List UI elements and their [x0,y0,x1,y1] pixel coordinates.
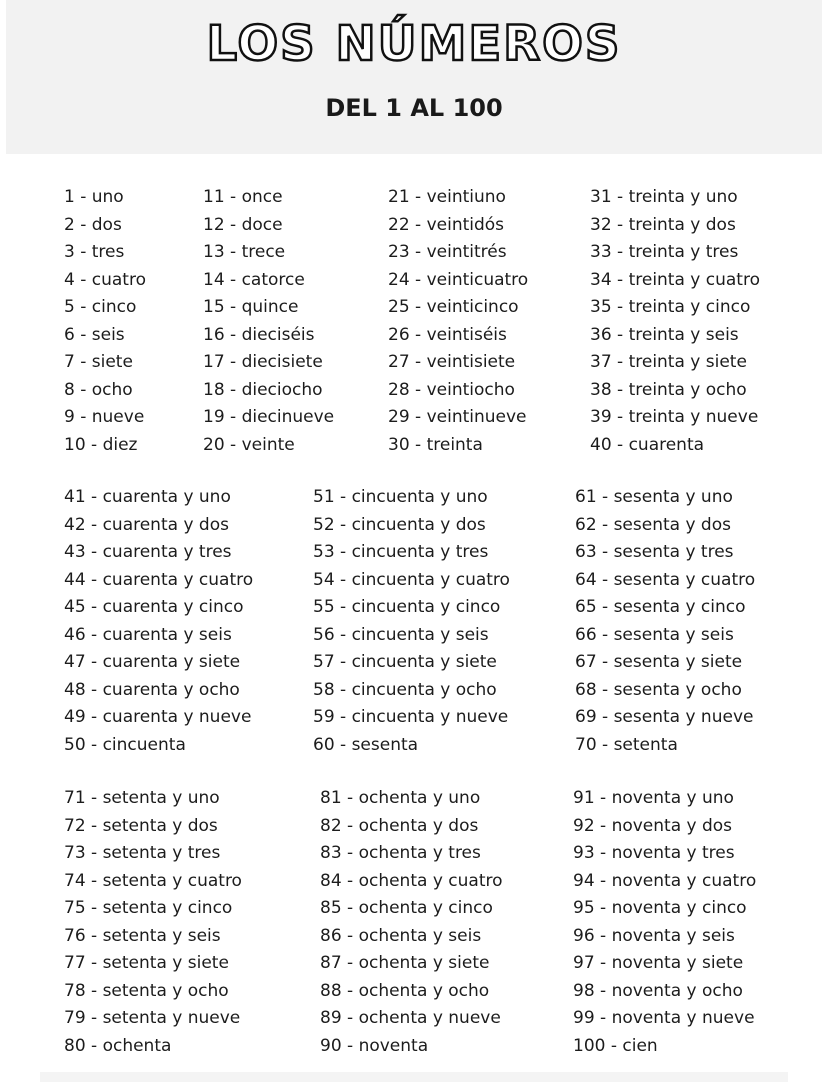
number-entry: 95 - noventa y cinco [573,898,747,919]
number-entry: 34 - treinta y cuatro [590,269,760,290]
number-entry: 29 - veintinueve [388,407,527,428]
number-entry: 56 - cincuenta y seis [313,624,489,645]
number-entry: 76 - setenta y seis [64,925,221,946]
number-entry: 50 - cincuenta [64,734,186,755]
number-entry: 1 - uno [64,187,124,207]
number-entry: 74 - setenta y cuatro [64,870,242,891]
number-entry: 19 - diecinueve [203,407,335,428]
number-entry: 25 - veinticinco [388,297,519,318]
number-entry: 17 - diecisiete [203,352,323,373]
number-entry: 43 - cuarenta y tres [64,542,232,563]
number-entry: 18 - dieciocho [203,379,323,400]
number-entry: 66 - sesenta y seis [575,624,734,645]
number-entry: 85 - ochenta y cinco [320,898,493,919]
number-entry: 14 - catorce [203,269,305,290]
number-entry: 16 - dieciséis [203,324,315,345]
number-entry: 7 - siete [64,352,133,373]
number-entry: 52 - cincuenta y dos [313,514,486,535]
number-entry: 23 - veintitrés [388,242,507,263]
number-entry: 70 - setenta [575,734,678,755]
number-entry: 9 - nueve [64,407,145,428]
number-entry: 89 - ochenta y nueve [320,1008,501,1029]
number-entry: 20 - veinte [203,434,295,455]
number-entry: 37 - treinta y siete [590,352,747,373]
number-entry: 86 - ochenta y seis [320,925,482,946]
number-entry: 47 - cuarenta y siete [64,652,241,673]
number-entry: 96 - noventa y seis [573,925,735,946]
number-entry: 58 - cincuenta y ocho [313,679,497,700]
number-entry: 60 - sesenta [313,734,419,755]
number-entry: 21 - veintiuno [388,187,506,207]
number-entry: 75 - setenta y cinco [64,898,233,919]
page-title: LOS NÚMEROS [206,16,622,72]
number-entry: 3 - tres [64,242,125,263]
number-entry: 54 - cincuenta y cuatro [313,569,510,590]
number-entry: 71 - setenta y uno [64,788,220,808]
number-entry: 27 - veintisiete [388,352,516,373]
number-entry: 24 - veinticuatro [388,269,529,290]
number-entry: 26 - veintiséis [388,324,507,345]
number-entry: 53 - cincuenta y tres [313,542,489,563]
number-entry: 39 - treinta y nueve [590,407,759,428]
number-entry: 79 - setenta y nueve [64,1008,241,1029]
footer-strip [40,1072,788,1082]
number-entry: 38 - treinta y ocho [590,379,747,400]
number-entry: 40 - cuarenta [590,434,705,455]
number-entry: 91 - noventa y uno [573,788,734,808]
number-entry: 81 - ochenta y uno [320,788,481,808]
number-entry: 5 - cinco [64,297,137,318]
number-entry: 83 - ochenta y tres [320,843,481,864]
number-entry: 4 - cuatro [64,269,146,290]
number-entry: 80 - ochenta [64,1035,172,1056]
number-entry: 62 - sesenta y dos [575,514,731,535]
number-entry: 12 - doce [203,214,283,235]
number-entry: 31 - treinta y uno [590,187,738,207]
number-entry: 30 - treinta [388,434,483,455]
number-entry: 41 - cuarenta y uno [64,487,231,507]
number-entry: 64 - sesenta y cuatro [575,569,756,590]
number-entry: 8 - ocho [64,379,133,400]
number-entry: 55 - cincuenta y cinco [313,597,501,618]
number-entry: 84 - ochenta y cuatro [320,870,503,891]
number-entry: 45 - cuarenta y cinco [64,597,244,618]
number-entry: 46 - cuarenta y seis [64,624,232,645]
number-entry: 73 - setenta y tres [64,843,221,864]
number-entry: 78 - setenta y ocho [64,980,229,1001]
number-entry: 10 - diez [64,434,138,455]
number-entry: 28 - veintiocho [388,379,515,400]
number-entry: 22 - veintidós [388,214,505,235]
number-entry: 63 - sesenta y tres [575,542,734,563]
number-entry: 15 - quince [203,297,299,318]
number-entry: 57 - cincuenta y siete [313,652,497,673]
number-entry: 51 - cincuenta y uno [313,487,488,507]
number-entry: 98 - noventa y ocho [573,980,743,1001]
number-entry: 77 - setenta y siete [64,953,229,974]
number-entry: 11 - once [203,187,283,207]
number-entry: 42 - cuarenta y dos [64,514,229,535]
number-entry: 65 - sesenta y cinco [575,597,746,618]
number-entry: 87 - ochenta y siete [320,953,490,974]
number-entry: 90 - noventa [320,1035,429,1056]
number-entry: 48 - cuarenta y ocho [64,679,240,700]
number-entry: 72 - setenta y dos [64,815,218,836]
number-entry: 68 - sesenta y ocho [575,679,742,700]
number-entry: 2 - dos [64,214,122,235]
number-entry: 13 - trece [203,242,286,263]
number-entry: 44 - cuarenta y cuatro [64,569,254,590]
number-entry: 67 - sesenta y siete [575,652,743,673]
number-entry: 33 - treinta y tres [590,242,739,263]
number-entry: 99 - noventa y nueve [573,1008,755,1029]
number-entry: 88 - ochenta y ocho [320,980,490,1001]
number-entry: 49 - cuarenta y nueve [64,707,252,728]
number-entry: 6 - seis [64,324,125,345]
page-subtitle: DEL 1 AL 100 [325,94,503,122]
number-entry: 82 - ochenta y dos [320,815,479,836]
number-entry: 61 - sesenta y uno [575,487,733,507]
number-entry: 94 - noventa y cuatro [573,870,757,891]
number-entry: 93 - noventa y tres [573,843,735,864]
number-entry: 59 - cincuenta y nueve [313,707,509,728]
number-entry: 97 - noventa y siete [573,953,744,974]
number-entry: 92 - noventa y dos [573,815,733,836]
number-entry: 100 - cien [573,1035,658,1056]
number-entry: 35 - treinta y cinco [590,297,751,318]
number-entry: 36 - treinta y seis [590,324,739,345]
number-entry: 69 - sesenta y nueve [575,707,754,728]
number-entry: 32 - treinta y dos [590,214,736,235]
